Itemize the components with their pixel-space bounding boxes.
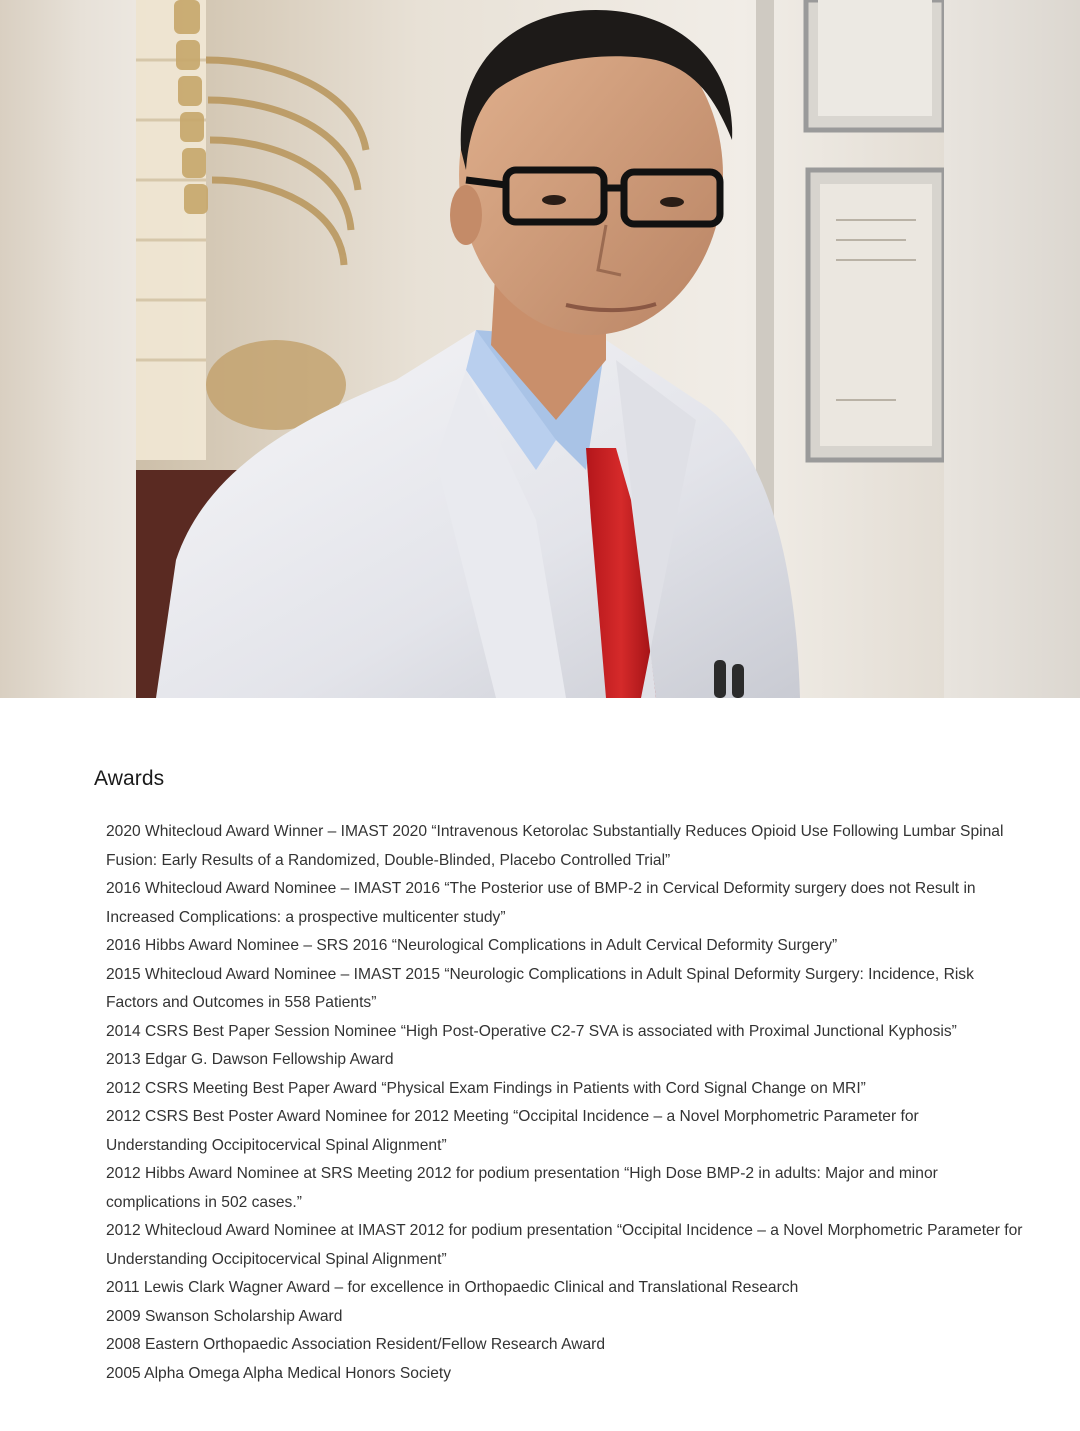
- award-item: 2012 CSRS Meeting Best Paper Award “Physical Exam Findings in Patients with Cord Signal Change on MRI”: [106, 1079, 866, 1097]
- photo-side-left: [0, 0, 136, 698]
- award-item: 2014 CSRS Best Paper Session Nominee “High Post-Operative C2-7 SVA is associated with Proximal Junctional Kyphosis”: [106, 1022, 957, 1040]
- award-item: 2013 Edgar G. Dawson Fellowship Award: [106, 1051, 394, 1068]
- awards-list: [94, 818, 1024, 1388]
- award-item: 2016 Whitecloud Award Nominee – IMAST 2016 “The Posterior use of BMP-2 in Cervical Deformity surgery does not Result in Increased Complications: a prospective multicenter study”: [106, 880, 976, 926]
- award-item: 2012 Whitecloud Award Nominee at IMAST 2012 for podium presentation “Occipital Incidence – a Novel Morphometric Parameter for Understanding Occipitocervical Spinal Alignment”: [106, 1222, 1023, 1268]
- award-item: 2012 Hibbs Award Nominee at SRS Meeting 2012 for podium presentation “High Dose BMP-2 in adults: Major and minor complications in 502 cases.”: [106, 1165, 938, 1211]
- award-item: 2008 Eastern Orthopaedic Association Resident/Fellow Research Award: [106, 1336, 605, 1353]
- awards-heading: Awards: [94, 767, 165, 790]
- hero-photo-band: [0, 0, 1080, 698]
- awards-section: [94, 762, 1024, 1388]
- award-item: 2011 Lewis Clark Wagner Award – for excellence in Orthopaedic Clinical and Translational Research: [106, 1279, 799, 1296]
- award-item: 2009 Swanson Scholarship Award: [106, 1307, 343, 1325]
- award-item: 2016 Hibbs Award Nominee – SRS 2016 “Neurological Complications in Adult Cervical Deformity Surgery”: [106, 937, 838, 954]
- award-item: 2005 Alpha Omega Alpha Medical Honors Society: [106, 1364, 452, 1382]
- award-item: 2012 CSRS Best Poster Award Nominee for 2012 Meeting “Occipital Incidence – a Novel Morphometric Parameter for Understanding Occipitocervical Spinal Alignment”: [106, 1108, 919, 1154]
- portrait-photo: [136, 0, 944, 698]
- award-item: 2020 Whitecloud Award Winner – IMAST 2020 “Intravenous Ketorolac Substantially Reduces Opioid Use Following Lumbar Spinal Fusion: Early Results of a Randomized, Double-Blinded, Placebo Controlled Trial”: [106, 823, 1004, 869]
- photo-side-right: [944, 0, 1080, 698]
- award-item: 2015 Whitecloud Award Nominee – IMAST 2015 “Neurologic Complications in Adult Spinal Deformity Surgery: Incidence, Risk Factors and Outcomes in 558 Patients”: [106, 965, 974, 1011]
